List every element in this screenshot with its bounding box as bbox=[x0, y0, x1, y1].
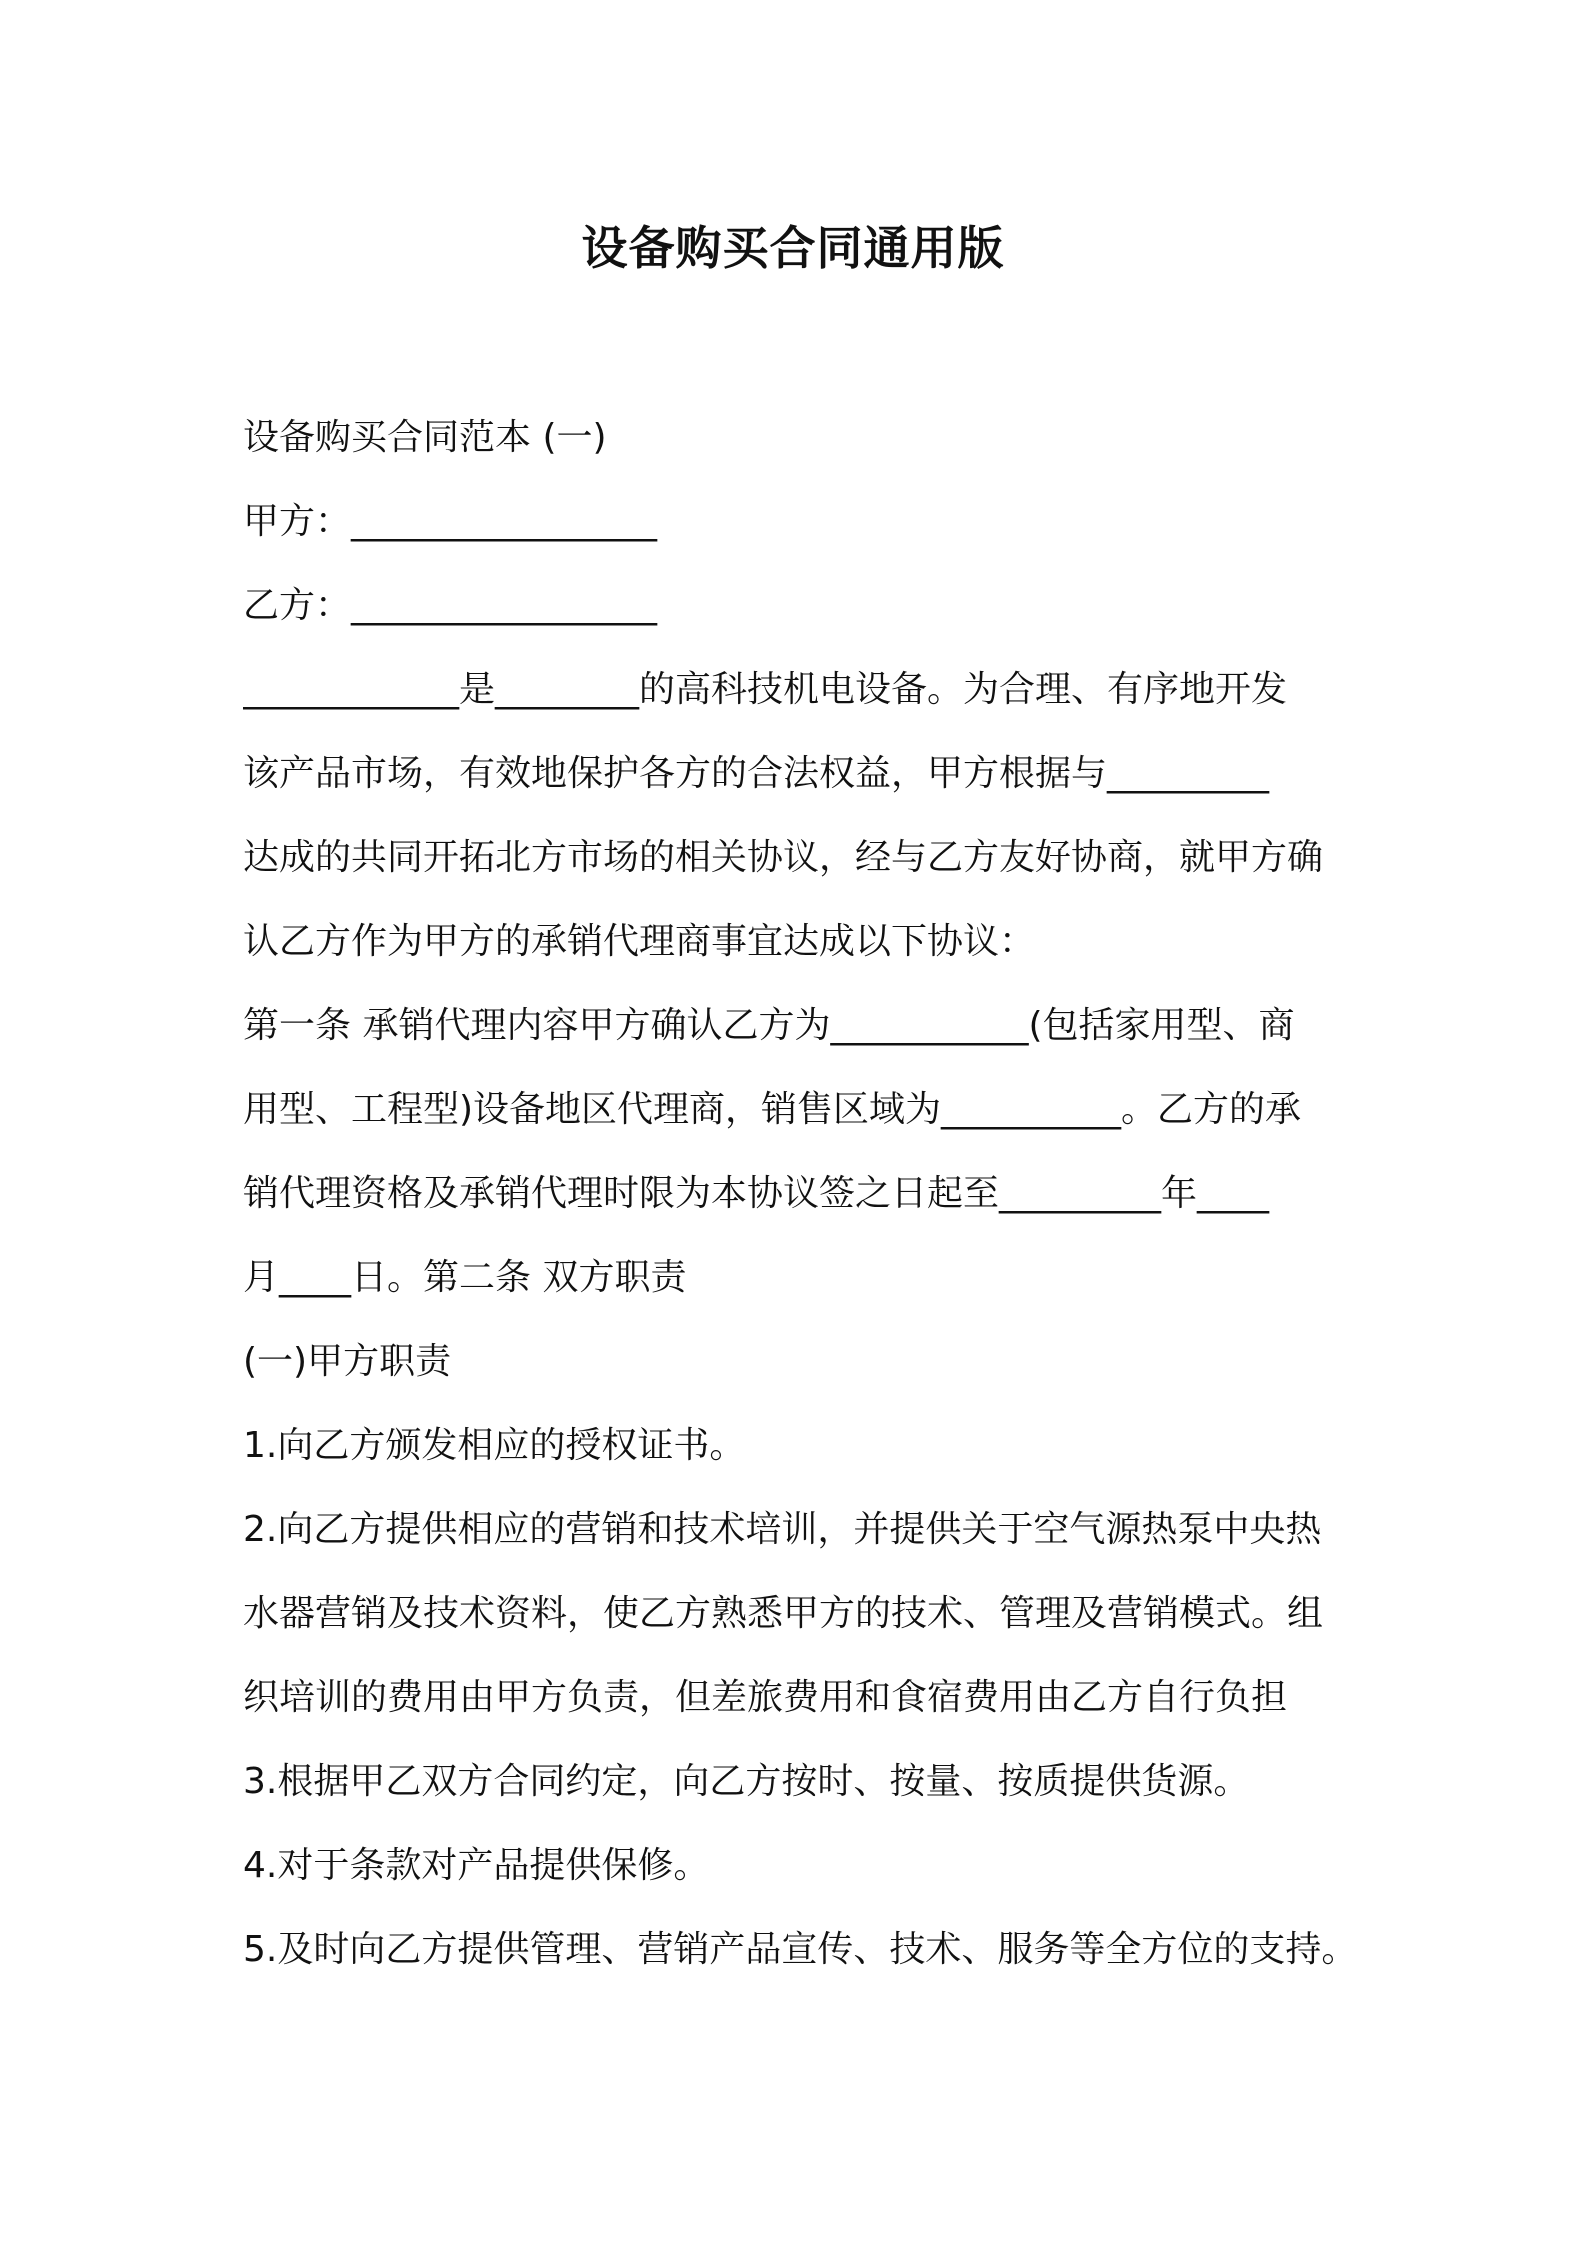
text-line: 达成的共同开拓北方市场的相关协议，经与乙方友好协商，就甲方确 bbox=[243, 837, 1324, 878]
text-line: 第一条 承销代理内容甲方确认乙方为___________(包括家用型、商 bbox=[243, 1005, 1295, 1046]
text-line: 5.及时向乙方提供管理、营销产品宣传、技术、服务等全方位的支持。 bbox=[243, 1929, 1358, 1970]
text-line: 1.向乙方颁发相应的授权证书。 bbox=[243, 1425, 746, 1466]
text-line: (一)甲方职责 bbox=[243, 1341, 452, 1382]
text-line: 销代理资格及承销代理时限为本协议签之日起至_________年____ bbox=[243, 1173, 1270, 1214]
text-line: 2.向乙方提供相应的营销和技术培训，并提供关于空气源热泵中央热 bbox=[243, 1509, 1322, 1550]
text-line: 该产品市场，有效地保护各方的合法权益，甲方根据与_________ bbox=[243, 753, 1270, 794]
text-line: 4.对于条款对产品提供保修。 bbox=[243, 1845, 710, 1886]
text-line: 用型、工程型)设备地区代理商，销售区域为__________。乙方的承 bbox=[243, 1089, 1302, 1130]
document-title: 设备购买合同通用版 bbox=[581, 221, 1005, 275]
text-line: 3.根据甲乙双方合同约定，向乙方按时、按量、按质提供货源。 bbox=[243, 1761, 1250, 1802]
text-line: 认乙方作为甲方的承销代理商事宜达成以下协议： bbox=[243, 921, 1036, 962]
text-line: 乙方：_________________ bbox=[243, 585, 658, 626]
text-line: 甲方：_________________ bbox=[243, 501, 658, 542]
text-line: 水器营销及技术资料，使乙方熟悉甲方的技术、管理及营销模式。组 bbox=[243, 1593, 1324, 1634]
text-line: 月____日。第二条 双方职责 bbox=[243, 1257, 687, 1298]
text-line: 织培训的费用由甲方负责，但差旅费用和食宿费用由乙方自行负担 bbox=[243, 1677, 1288, 1718]
text-line: 设备购买合同范本 (一) bbox=[243, 417, 607, 458]
text-line: ____________是________的高科技机电设备。为合理、有序地开发 bbox=[243, 669, 1288, 710]
document-body bbox=[243, 408, 1363, 2004]
